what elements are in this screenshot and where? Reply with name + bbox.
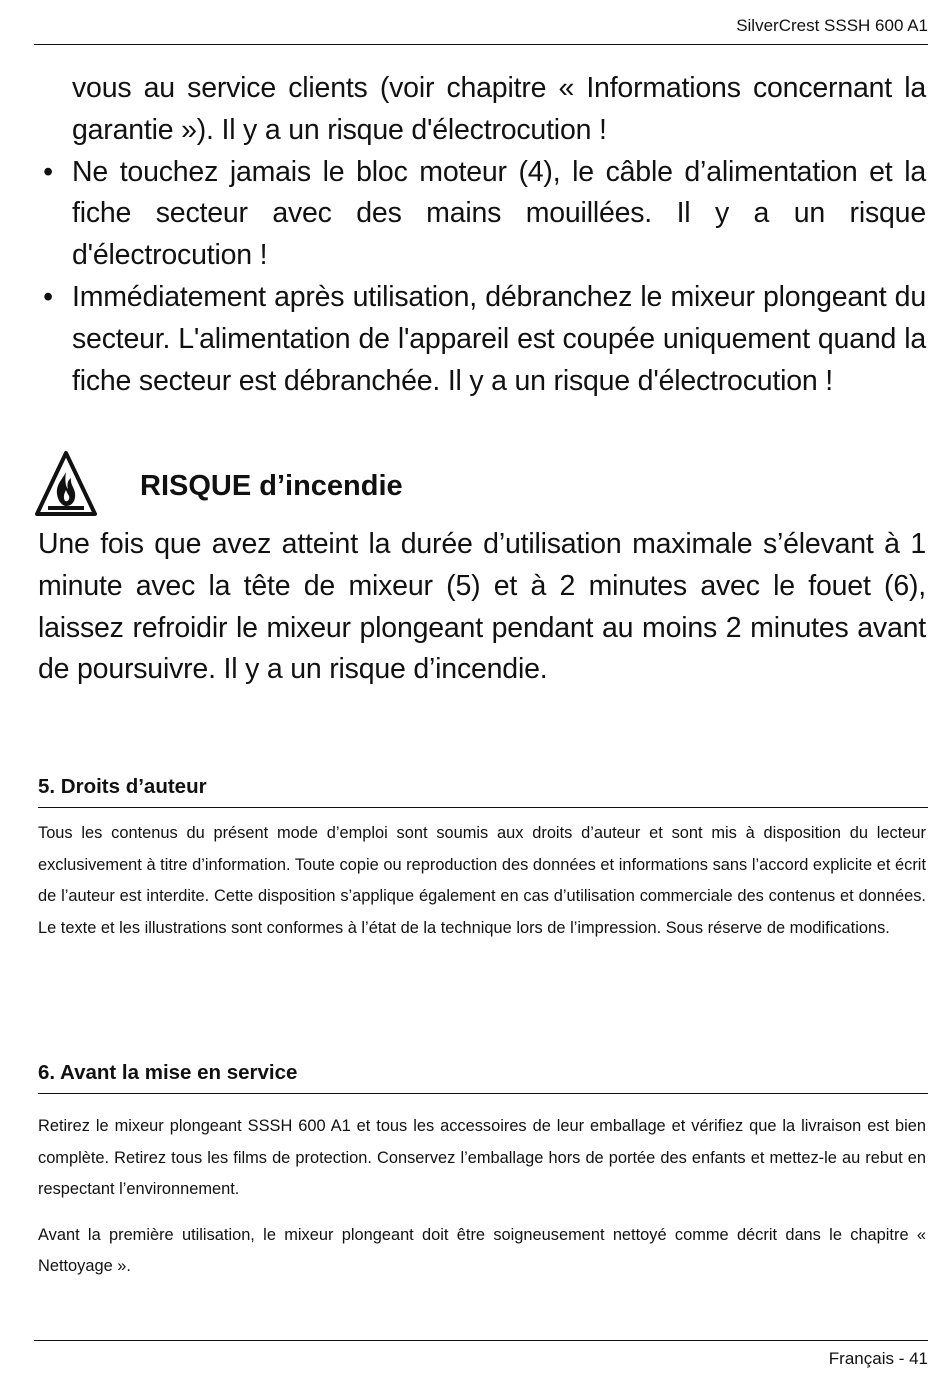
section-title-copyright: 5. Droits d’auteur [38, 773, 928, 808]
section-body-before-use [38, 1111, 926, 1297]
list-item-text: Immédiatement après utilisation, débranchez le mixeur plongeant du secteur. L'alimentation de l'appareil est coupée uniquement quand la fiche secteur est débranchée. Il y a un risque d'électrocution ! [72, 280, 926, 397]
header-title: SilverCrest SSSH 600 A1 [736, 16, 928, 35]
paragraph: Retirez le mixeur plongeant SSSH 600 A1 et tous les accessoires de leur emballage et vérifiez que la livraison est bien complète. Retirez tous les films de protection. Conservez l’emballage hors de portée des enfants et mettez-le au rebut en respectant l’environnement. [38, 1117, 926, 1198]
page-header [34, 12, 928, 45]
list-item [38, 152, 926, 277]
section-title-before-use: 6. Avant la mise en service [38, 1059, 928, 1094]
fire-warning-title: RISQUE d’incendie [140, 470, 403, 502]
paragraph: Avant la première utilisation, le mixeur plongeant doit être soigneusement nettoyé comme décrit dans le chapitre « Nettoyage ». [38, 1225, 926, 1275]
bullet-icon: • [43, 155, 53, 188]
list-continuation: vous au service clients (voir chapitre « Informations concernant la garantie »). Il y a un risque d'électrocution ! [72, 72, 926, 146]
page-footer [34, 1340, 928, 1369]
section-body-copyright [38, 818, 926, 958]
page-number: Français - 41 [828, 1349, 928, 1368]
fire-warning-icon [34, 450, 98, 518]
fire-warning-text: Une fois que avez atteint la durée d’utilisation maximale s’élevant à 1 minute avec la tête de mixeur (5) et à 2 minutes avec le fouet (6), laissez refroidir le mixeur plongeant pendant au moins 2 minutes avant de poursuivre. Il y a un risque d’incendie. [38, 528, 926, 686]
paragraph: Tous les contenus du présent mode d’emploi sont soumis aux droits d’auteur et sont mis à disposition du lecteur exclusivement à titre d’information. Toute copie ou reproduction des données et informations sans l’accord explicite et écrit de l’auteur est interdite. Cette disposition s’applique également en cas d’utilisation commerciale des contenus et données. Le texte et les illustrations sont conformes à l’état de la technique lors de l’impression. Sous réserve de modifications. [38, 824, 926, 937]
bullet-icon: • [43, 280, 53, 313]
list-item-text: Ne touchez jamais le bloc moteur (4), le câble d’alimentation et la fiche secteur avec des mains mouillées. Il y a un risque d'électrocution ! [72, 155, 926, 272]
list-item [38, 277, 926, 402]
safety-list [38, 68, 926, 402]
